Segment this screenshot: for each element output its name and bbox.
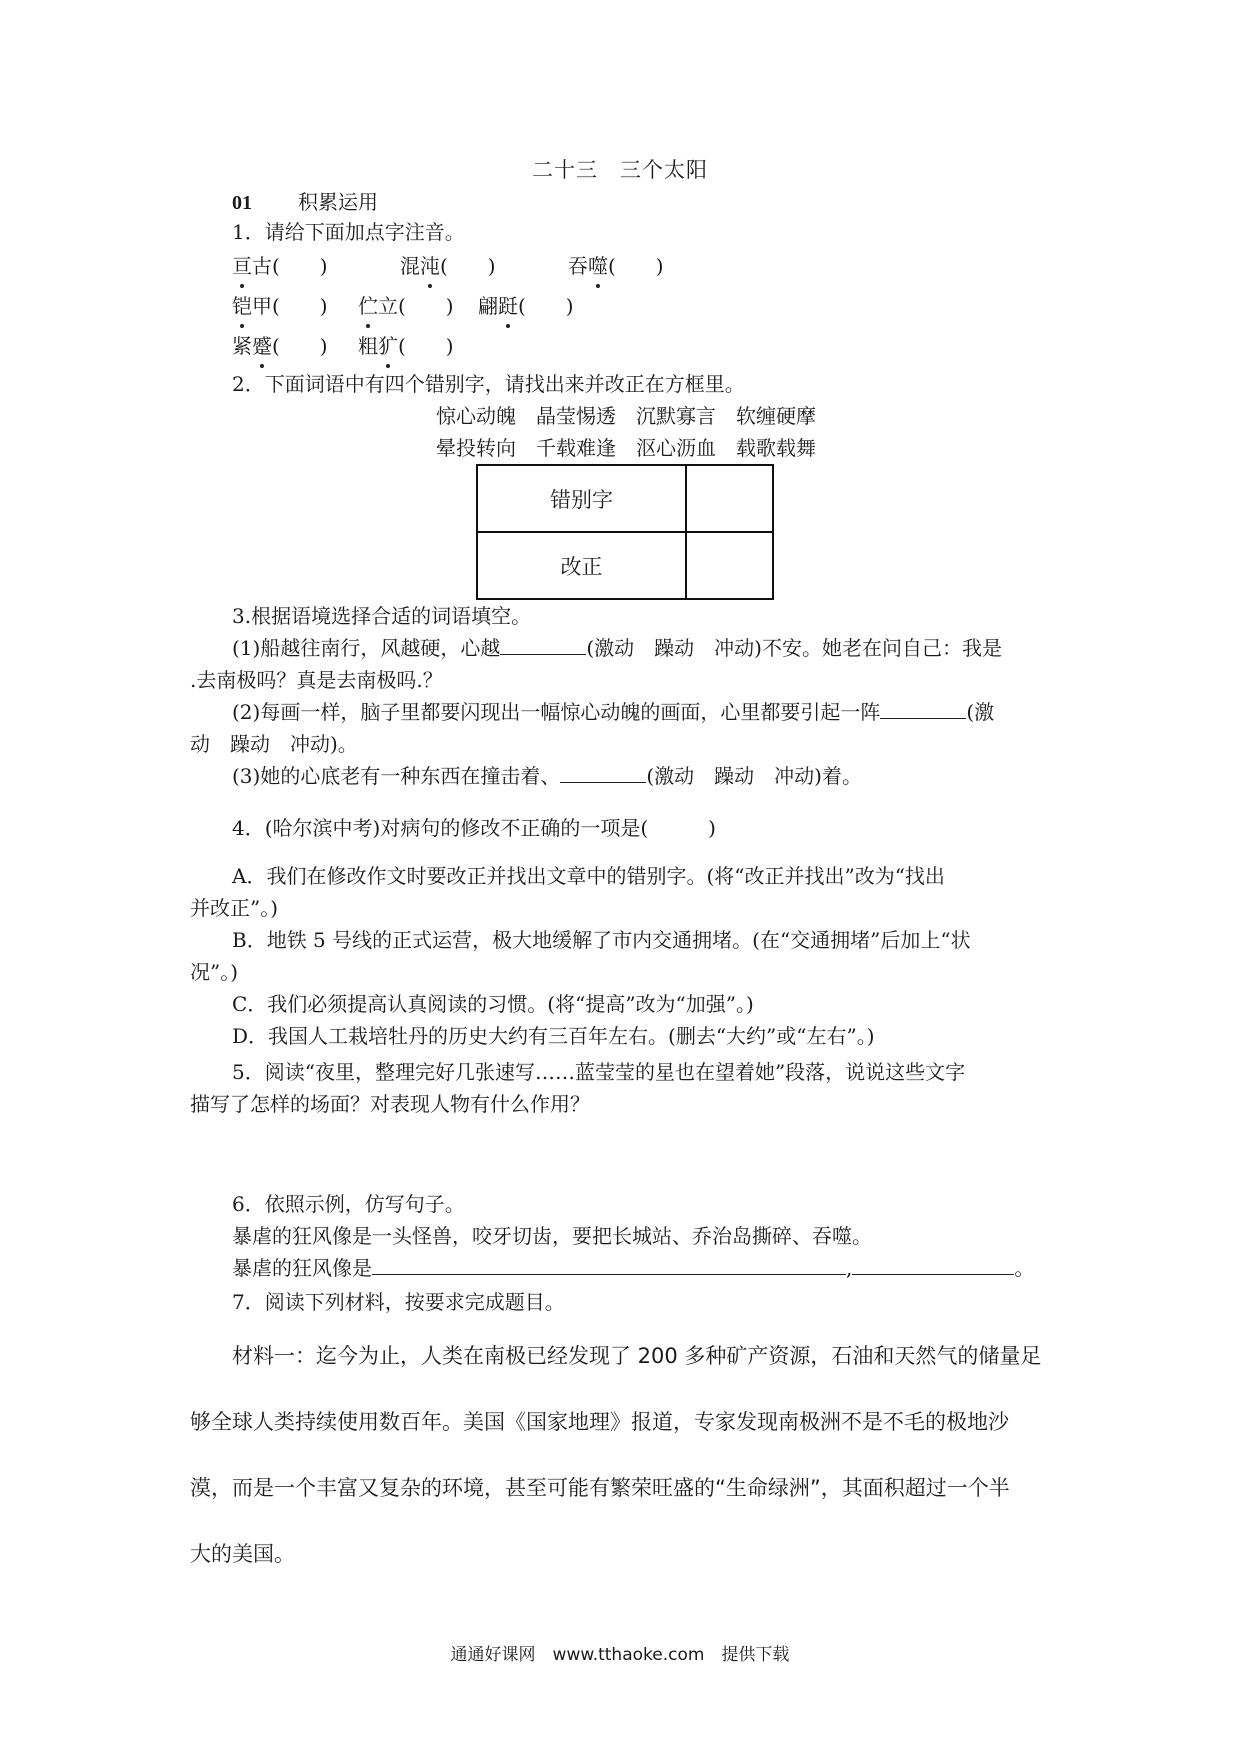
q5-prompt: 5．阅读“夜里，整理完好几张速写……蓝莹莹的星也在望着她”段落，说说这些文字 <box>232 1060 966 1084</box>
q3-blank1[interactable] <box>500 634 586 655</box>
table-cell-correction[interactable] <box>686 532 773 599</box>
section-label: 积累运用 <box>298 190 378 214</box>
q3-sentence1-cont: .去南极吗？真是去南极吗.？ <box>190 668 443 692</box>
material-line2: 够全球人类持续使用数百年。美国《国家地理》报道，专家发现南极洲不是不毛的极地沙 <box>190 1410 1009 1434</box>
material-line1: 材料一：迄今为止，人类在南极已经发现了 200 多种矿产资源，石油和天然气的储量足 <box>232 1344 1042 1368</box>
material-line4: 大的美国。 <box>190 1542 295 1566</box>
q1-row2-item3: 翩跹 ( ) <box>478 292 574 320</box>
q6-prompt: 6．依照示例，仿写句子。 <box>232 1192 465 1216</box>
q3-sentence2: (2)每画一样，脑子里都要闪现出一幅惊心动魄的画面，心里都要引起一阵 (激 <box>232 700 995 724</box>
footer-credit: 通通好课网 www.tthaoke.com 提供下载 <box>450 1645 790 1665</box>
table-label-wrong-char: 错别字 <box>477 465 686 532</box>
q6-blank2[interactable] <box>852 1254 1014 1275</box>
q6-blank1[interactable] <box>372 1254 846 1275</box>
q1-row3-item1: 紧蹙 ( ) <box>232 332 328 360</box>
table-label-correction: 改正 <box>477 532 686 599</box>
page-title: 二十三 三个太阳 <box>532 158 708 182</box>
material-line3: 漠，而是一个丰富又复杂的环境，甚至可能有繁荣旺盛的“生命绿洲”，其面积超过一个半 <box>190 1476 1010 1500</box>
q3-blank3[interactable] <box>560 762 646 783</box>
section-heading <box>232 186 378 215</box>
q3-sentence2-cont: 动 躁动 冲动)。 <box>190 732 358 756</box>
q4-prompt: 4．(哈尔滨中考)对病句的修改不正确的一项是( ) <box>232 816 716 840</box>
q4-option-a-cont: 并改正”。) <box>190 896 279 920</box>
q1-prompt: 1．请给下面加点字注音。 <box>232 220 465 244</box>
q7-prompt: 7．阅读下列材料，按要求完成题目。 <box>232 1290 565 1314</box>
q2-prompt: 2．下面词语中有四个错别字，请找出来并改正在方框里。 <box>232 372 745 396</box>
q3-blank2[interactable] <box>880 698 966 719</box>
correction-table <box>476 464 774 600</box>
q4-option-c: C．我们必须提高认真阅读的习惯。(将“提高”改为“加强”。) <box>232 992 754 1016</box>
q4-option-b: B．地铁 5 号线的正式运营，极大地缓解了市内交通拥堵。(在“交通拥堵”后加上“状 <box>232 928 971 952</box>
q1-row3-item2: 粗犷 ( ) <box>358 332 454 360</box>
q1-row1-item1: 亘 古( ) <box>232 252 328 280</box>
q1-row2-item2: 伫 立( ) <box>358 292 454 320</box>
q2-words-line2: 晕投转向 千载难逢 沤心沥血 载歌载舞 <box>436 436 816 460</box>
q6-task: 暴虐的狂风像是 , 。 <box>232 1256 1035 1280</box>
q2-words-line1: 惊心动魄 晶莹惕透 沉默寡言 软缠硬摩 <box>436 404 816 428</box>
q5-prompt-cont: 描写了怎样的场面？对表现人物有什么作用？ <box>190 1092 590 1116</box>
q1-row1-item2: 混沌 ( ) <box>400 252 496 280</box>
q4-option-d: D．我国人工栽培牡丹的历史大约有三百年左右。(删去“大约”或“左右”。) <box>232 1024 875 1048</box>
q3-sentence1: (1)船越往南行，风越硬，心越 (激动 躁动 冲动)不安。她老在问自己：我是 <box>232 636 1002 660</box>
q3-prompt: 3.根据语境选择合适的词语填空。 <box>232 604 532 628</box>
q3-sentence3: (3)她的心底老有一种东西在撞击着、 (激动 躁动 冲动)着。 <box>232 764 862 788</box>
q4-option-a: A．我们在修改作文时要改正并找出文章中的错别字。(将“改正并找出”改为“找出 <box>232 864 945 888</box>
q4-option-b-cont: 况”。) <box>190 960 239 984</box>
q6-example: 暴虐的狂风像是一头怪兽，咬牙切齿，要把长城站、乔治岛撕碎、吞噬。 <box>232 1224 872 1248</box>
section-number: 01 <box>232 192 252 214</box>
table-cell-wrong-char[interactable] <box>686 465 773 532</box>
q1-row2-item1: 铠 甲( ) <box>232 292 328 320</box>
q4-source: 哈尔滨中考 <box>272 816 373 840</box>
q1-row1-item3: 吞噬 ( ) <box>568 252 664 280</box>
